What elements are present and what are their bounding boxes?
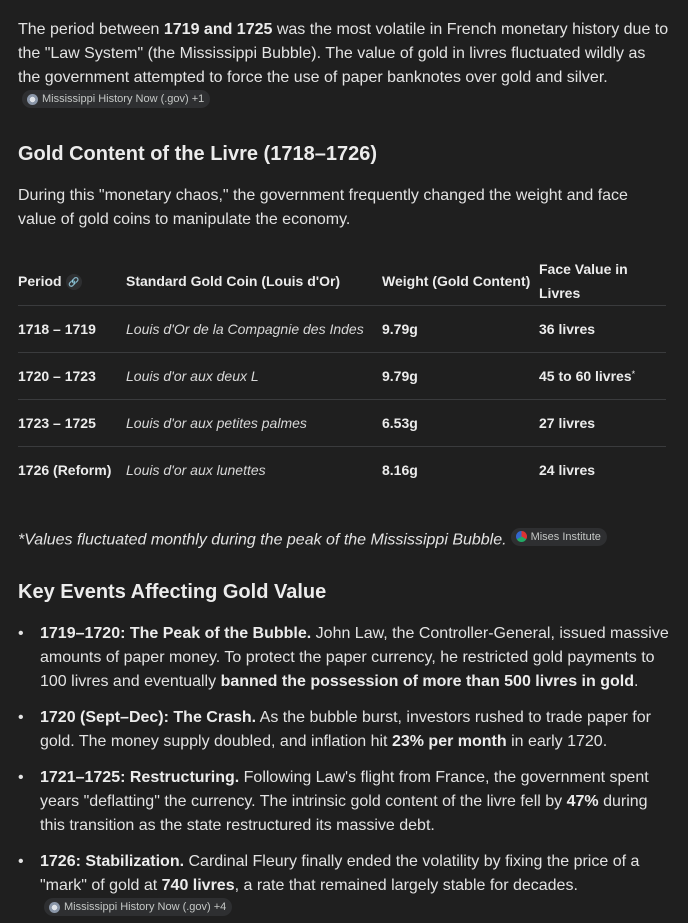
link-icon[interactable]: 🔗 — [66, 274, 82, 290]
table-row — [18, 446, 666, 493]
cell-period: 1720 – 1723 — [18, 352, 126, 399]
table-footnote — [18, 528, 670, 553]
item-text: John Law, the Controller-General, issued massive amounts of paper money. To protect the paper currency, he restricted gold payments to 100 livres and eventually — [40, 625, 669, 690]
cell-weight: 9.79g — [382, 352, 539, 399]
section-description: During this "monetary chaos," the government frequently changed the weight and face value of gold coins to manipulate the economy. — [18, 186, 628, 228]
table-header-value: Face Value in Livres — [539, 257, 666, 306]
table-row — [18, 352, 666, 399]
item-bold: 740 livres — [161, 877, 235, 894]
table-header-weight: Weight (Gold Content) — [382, 257, 539, 306]
list-item — [18, 766, 670, 838]
cell-coin: Louis d'or aux deux L — [126, 352, 382, 399]
cell-value-text: 36 livres — [539, 320, 596, 337]
cell-value — [539, 352, 666, 399]
item-lead: 1720 (Sept–Dec): The Crash. — [40, 709, 257, 726]
list-item — [18, 850, 670, 923]
item-lead: 1719–1720: The Peak of the Bubble. — [40, 625, 312, 642]
cell-coin: Louis d'Or de la Compagnie des Indes — [126, 305, 382, 352]
item-text-2: in early 1720. — [506, 733, 608, 750]
cell-value-mark: * — [631, 368, 636, 379]
cell-weight: 9.79g — [382, 305, 539, 352]
cell-weight: 8.16g — [382, 461, 418, 478]
item-bold: 47% — [566, 793, 599, 810]
item-bold: 23% per month — [391, 733, 507, 750]
item-text-2: during this transition as the state restructured its massive debt. — [40, 793, 648, 834]
item-text-2: . — [633, 673, 639, 690]
footnote-text: *Values fluctuated monthly during the peak of the Mississippi Bubble. — [18, 531, 507, 548]
gold-content-table — [18, 257, 666, 493]
section-heading-gold-content: Gold Content of the Livre (1718–1726) — [18, 142, 377, 165]
cell-period: 1726 (Reform) — [18, 461, 112, 478]
globe-icon — [27, 94, 38, 105]
globe-icon — [49, 902, 60, 913]
item-text-2: , a rate that remained largely stable for decades. — [234, 877, 578, 894]
cell-value — [539, 446, 666, 493]
list-item — [18, 706, 670, 754]
header-label: Period — [18, 272, 62, 289]
cell-weight: 6.53g — [382, 399, 539, 446]
item-lead: 1726: Stabilization. — [40, 853, 185, 870]
cell-value — [539, 305, 666, 352]
source-chip-mississippi[interactable] — [22, 90, 210, 108]
key-events-list — [18, 622, 670, 923]
cell-period: 1718 – 1719 — [18, 305, 126, 352]
source-chip-mississippi[interactable] — [44, 898, 232, 916]
table-header-coin: Standard Gold Coin (Louis d'Or) — [126, 257, 382, 306]
source-chip-label: Mississippi History Now (.gov) +4 — [64, 901, 227, 913]
list-item — [18, 622, 670, 694]
item-bold: banned the possession of more than 500 livres in gold — [220, 673, 634, 690]
section-heading-key-events: Key Events Affecting Gold Value — [18, 581, 327, 603]
item-text: As the bubble burst, investors rushed to trade paper for gold. The money supply doubled, and inflation hit — [40, 709, 651, 750]
cell-value-text: 27 livres — [539, 414, 596, 431]
intro-paragraph — [18, 18, 670, 115]
item-text: Cardinal Fleury finally ended the volatility by fixing the price of a "mark" of gold at — [40, 853, 640, 894]
cell-period: 1723 – 1725 — [18, 399, 126, 446]
item-text: Following Law's flight from France, the government spent years "deflatting" the currency. The intrinsic gold content of the livre fell by — [40, 769, 649, 810]
table-row — [18, 399, 666, 446]
intro-text-2: was the most volatile in French monetary history due to the "Law System" (the Mississippi Bubble). The value of gold in livres fluctuated wildly as the government attempted to force the use of paper banknotes over gold and silver. — [18, 21, 669, 86]
source-chip-mises[interactable] — [511, 528, 607, 546]
cell-coin: Louis d'or aux petites palmes — [126, 399, 382, 446]
table-row — [18, 305, 666, 352]
table-header-period — [18, 257, 126, 306]
cell-value-text: 45 to 60 livres — [539, 367, 632, 384]
cell-value-text: 24 livres — [539, 461, 596, 478]
intro-text: The period between — [18, 21, 164, 38]
source-chip-label: Mississippi History Now (.gov) +1 — [42, 93, 205, 105]
source-chip-label: Mises Institute — [530, 530, 601, 543]
mises-icon — [516, 531, 527, 542]
cell-coin: Louis d'or aux lunettes — [126, 461, 266, 478]
cell-value — [539, 399, 666, 446]
intro-bold: 1719 and 1725 — [163, 21, 273, 38]
table-header-row — [18, 257, 666, 306]
item-lead: 1721–1725: Restructuring. — [40, 769, 240, 786]
